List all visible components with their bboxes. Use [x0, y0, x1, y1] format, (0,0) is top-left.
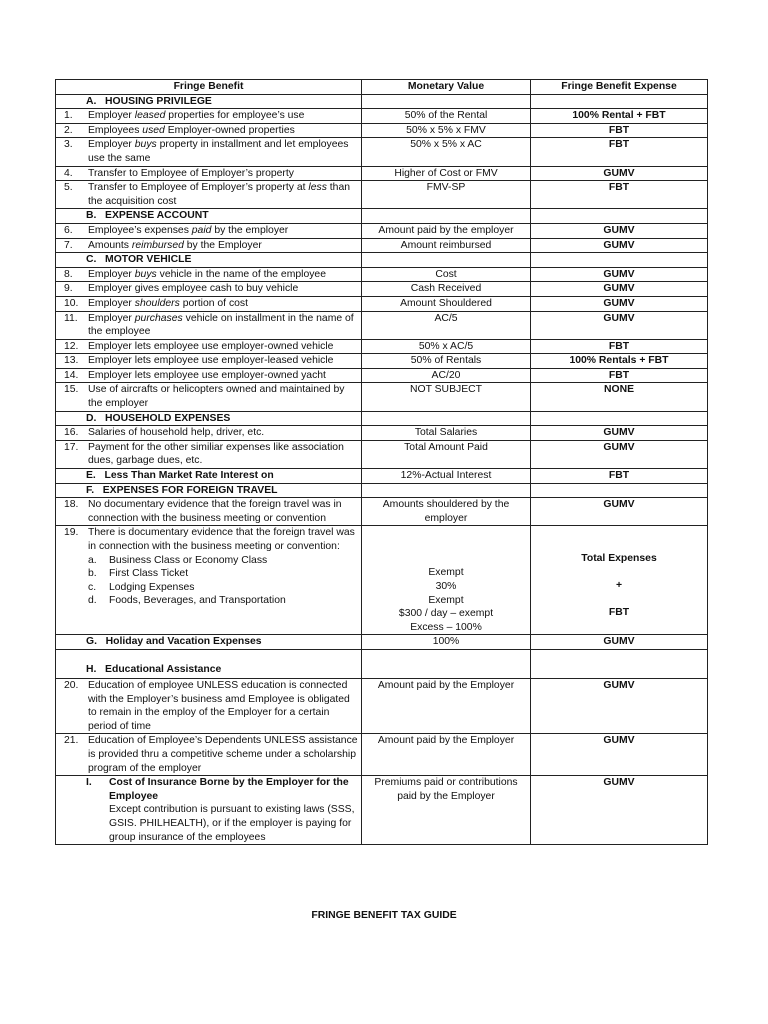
item-description: Employer lets employee use employer-owned vehicle	[88, 340, 334, 352]
monetary-value-cell: Amount reimbursed	[362, 238, 531, 253]
travel-expense: +	[615, 580, 623, 591]
item-description: Transfer to Employee of Employer’s property	[88, 167, 294, 179]
table-row	[56, 209, 708, 224]
item-text	[58, 441, 359, 468]
item-text	[58, 297, 359, 311]
expense-cell: 100% Rental + FBT	[531, 109, 708, 124]
expense-cell	[531, 649, 708, 678]
monetary-value-cell: 12%-Actual Interest	[362, 469, 531, 484]
benefit-cell	[56, 411, 362, 426]
monetary-value-cell: 100%	[362, 635, 531, 650]
item-description: Payment for the other similiar expenses like association dues, garbage dues, etc.	[88, 441, 344, 467]
monetary-value-cell: Amount paid by the Employer	[362, 734, 531, 776]
monetary-value-cell	[362, 209, 531, 224]
table-row	[56, 469, 708, 484]
item-number: 8.	[64, 268, 73, 280]
expense-cell: FBT	[531, 469, 708, 484]
monetary-value-cell	[362, 253, 531, 268]
expense-cell	[531, 253, 708, 268]
sub-item-letter: b.	[88, 568, 97, 580]
expense-cell	[531, 411, 708, 426]
expense-cell: GUMV	[531, 238, 708, 253]
insurance-title: Cost of Insurance Borne by the Employer for the Employee	[109, 777, 349, 802]
expense-cell	[531, 209, 708, 224]
table-body	[56, 94, 708, 845]
section-heading: E. Less Than Market Rate Interest on	[86, 470, 274, 482]
item-text	[58, 340, 359, 354]
item-text	[58, 167, 359, 181]
item-text	[58, 426, 359, 440]
expense-cell: GUMV	[531, 635, 708, 650]
item-text	[58, 239, 359, 253]
benefit-cell	[56, 469, 362, 484]
monetary-value-cell	[362, 483, 531, 498]
section-heading: D. HOUSEHOLD EXPENSES	[86, 412, 231, 424]
monetary-value-cell: 50% x AC/5	[362, 339, 531, 354]
item-number: 9.	[64, 283, 73, 295]
item-description: Transfer to Employee of Employer’s property at less than the acquisition cost	[88, 182, 351, 207]
sub-item	[58, 594, 359, 608]
benefit-cell	[56, 526, 362, 635]
item-description: Employees used Employer-owned properties	[88, 124, 295, 136]
benefit-cell	[56, 426, 362, 441]
table-row	[56, 649, 708, 678]
table-row	[56, 383, 708, 411]
benefit-cell	[56, 498, 362, 526]
benefit-cell	[56, 649, 362, 678]
monetary-value-cell: Amounts shouldered by the employer	[362, 498, 531, 526]
item-description: Employer buys property in installment and let employees use the same	[88, 139, 349, 164]
table-row	[56, 253, 708, 268]
insurance-number: I.	[86, 777, 92, 789]
item-number: 7.	[64, 239, 73, 251]
item-number: 15.	[64, 384, 79, 396]
expense-cell	[531, 94, 708, 109]
table-row	[56, 296, 708, 311]
expense-cell: FBT	[531, 123, 708, 138]
sub-item	[58, 581, 359, 595]
monetary-value-cell: NOT SUBJECT	[362, 383, 531, 411]
monetary-value-cell: Total Amount Paid	[362, 440, 531, 468]
table-row	[56, 354, 708, 369]
item-text	[58, 124, 359, 138]
item-text	[58, 498, 359, 525]
monetary-value-cell: Amount paid by the employer	[362, 223, 531, 238]
sub-item	[58, 554, 359, 568]
table-row	[56, 282, 708, 297]
header-fringe-benefit: Fringe Benefit	[56, 80, 362, 95]
item-number: 21.	[64, 735, 79, 747]
item-text	[58, 734, 359, 775]
expense-cell: GUMV	[531, 776, 708, 845]
expense-cell: FBT	[531, 138, 708, 166]
item-number: 17.	[64, 441, 79, 453]
monetary-value-cell: 50% of Rentals	[362, 354, 531, 369]
benefit-cell	[56, 181, 362, 209]
table-row	[56, 776, 708, 845]
table-row	[56, 267, 708, 282]
monetary-value-cell: 50% x 5% x FMV	[362, 123, 531, 138]
item-description: Employer purchases vehicle on installment in the name of the employee	[88, 312, 354, 338]
item-description: Employee’s expenses paid by the employer	[88, 224, 289, 236]
item-number: 13.	[64, 355, 79, 367]
sub-item-letter: c.	[88, 581, 97, 593]
table-row	[56, 483, 708, 498]
benefit-cell	[56, 94, 362, 109]
benefit-cell	[56, 166, 362, 181]
table-row	[56, 94, 708, 109]
table-row	[56, 678, 708, 733]
item-description: Employer leased properties for employee’s use	[88, 110, 305, 122]
item-description: Employer buys vehicle in the name of the employee	[88, 268, 326, 280]
item-number: 11.	[64, 312, 78, 324]
benefit-cell	[56, 383, 362, 411]
section-heading: B. EXPENSE ACCOUNT	[86, 210, 209, 222]
table-row	[56, 498, 708, 526]
benefit-cell	[56, 339, 362, 354]
expense-spacer	[533, 526, 705, 552]
monetary-value-cell: FMV-SP	[362, 181, 531, 209]
expense-cell: GUMV	[531, 166, 708, 181]
benefit-cell	[56, 138, 362, 166]
item-number: 3.	[64, 139, 73, 151]
table-row	[56, 635, 708, 650]
benefit-cell	[56, 311, 362, 339]
benefit-cell	[56, 678, 362, 733]
item-number: 1.	[64, 110, 73, 122]
table-row	[56, 138, 708, 166]
monetary-value-cell: Premiums paid or contributions paid by the Employer	[362, 776, 531, 845]
benefit-cell	[56, 282, 362, 297]
benefit-cell	[56, 734, 362, 776]
item-description: No documentary evidence that the foreign travel was in connection with the business meeting or convention	[88, 499, 342, 524]
monetary-value-cell: Cost	[362, 267, 531, 282]
section-heading: F. EXPENSES FOR FOREIGN TRAVEL	[86, 484, 278, 496]
table-row	[56, 123, 708, 138]
section-heading: H. Educational Assistance	[86, 663, 222, 675]
expense-cell: FBT	[531, 181, 708, 209]
item-description: Education of Employee’s Dependents UNLESS assistance is provided thru a competitive scheme under a scholarship program of the employer	[88, 735, 358, 774]
expense-cell: GUMV	[531, 223, 708, 238]
table-row	[56, 440, 708, 468]
travel-value: $300 / day – exempt	[398, 608, 494, 620]
expense-cell: GUMV	[531, 440, 708, 468]
monetary-value-cell: Amount Shouldered	[362, 296, 531, 311]
item-description: Employer lets employee use employer-leased vehicle	[88, 355, 334, 367]
sub-item	[58, 567, 359, 581]
expense-cell: GUMV	[531, 734, 708, 776]
item-description: Salaries of household help, driver, etc.	[88, 427, 265, 439]
insurance-body: Except contribution is pursuant to existing laws (SSS, GSIS. PHILHEALTH), or if the employer is paying for group insurance of the employees	[109, 804, 355, 843]
benefit-cell	[56, 209, 362, 224]
expense-cell	[531, 483, 708, 498]
item-description: Education of employee UNLESS education is connected with the Employer’s business amd Employee is obligated to remain in the employ of the Employer for a certain period of time	[88, 679, 350, 732]
item-text	[58, 312, 359, 339]
table-row	[56, 426, 708, 441]
item-text	[58, 526, 359, 553]
monetary-value-cell: Cash Received	[362, 282, 531, 297]
table-row	[56, 734, 708, 776]
item-number: 14.	[64, 369, 79, 381]
sub-item-text: First Class Ticket	[109, 568, 189, 580]
table-row	[56, 238, 708, 253]
item-text	[58, 383, 359, 410]
table-row	[56, 311, 708, 339]
sub-item-text: Business Class or Economy Class	[109, 554, 268, 566]
benefit-cell	[56, 267, 362, 282]
item-number: 2.	[64, 124, 73, 136]
benefit-cell	[56, 223, 362, 238]
table-row	[56, 181, 708, 209]
expense-cell: GUMV	[531, 267, 708, 282]
document-footer-title: FRINGE BENEFIT TAX GUIDE	[311, 910, 457, 921]
monetary-value-cell	[362, 411, 531, 426]
expense-cell: 100% Rentals + FBT	[531, 354, 708, 369]
item-text	[58, 282, 359, 296]
expense-cell: GUMV	[531, 498, 708, 526]
monetary-value-cell: 50% x 5% x AC	[362, 138, 531, 166]
item-description: There is documentary evidence that the foreign travel was in connection with the business meeting or convention:	[88, 527, 355, 552]
item-text	[58, 679, 359, 733]
monetary-value-cell	[362, 94, 531, 109]
sub-item-letter: d.	[88, 595, 97, 607]
table-row	[56, 368, 708, 383]
header-fringe-benefit-expense: Fringe Benefit Expense	[531, 80, 708, 95]
item-text	[58, 181, 359, 208]
expense-cell	[531, 526, 708, 635]
benefit-cell	[56, 776, 362, 845]
item-description: Use of aircrafts or helicopters owned and maintained by the employer	[88, 384, 345, 410]
monetary-value-cell	[362, 526, 531, 635]
monetary-value-cell	[362, 649, 531, 678]
item-number: 10.	[64, 297, 79, 309]
item-description: Employer shoulders portion of cost	[88, 297, 248, 309]
item-description: Employer gives employee cash to buy vehicle	[88, 283, 299, 295]
benefit-cell	[56, 368, 362, 383]
table-row	[56, 223, 708, 238]
item-description: Employer lets employee use employer-owned yacht	[88, 369, 326, 381]
table-row	[56, 109, 708, 124]
monetary-value-cell: Amount paid by the Employer	[362, 678, 531, 733]
section-heading: C. MOTOR VEHICLE	[86, 254, 192, 266]
travel-expense: Total Expenses	[581, 553, 657, 565]
monetary-value-cell: AC/5	[362, 311, 531, 339]
expense-cell: GUMV	[531, 678, 708, 733]
section-heading: A. HOUSING PRIVILEGE	[86, 95, 212, 107]
expense-cell: GUMV	[531, 426, 708, 441]
table-row	[56, 411, 708, 426]
item-number: 20.	[64, 679, 79, 691]
travel-value: 30%	[435, 581, 457, 592]
expense-cell: GUMV	[531, 311, 708, 339]
sub-item-text: Foods, Beverages, and Transportation	[109, 595, 286, 607]
expense-cell: GUMV	[531, 296, 708, 311]
item-text	[58, 138, 359, 165]
travel-value: Exempt	[428, 594, 464, 606]
section-heading: G. Holiday and Vacation Expenses	[86, 636, 262, 648]
fringe-benefit-table	[55, 79, 708, 845]
benefit-cell	[56, 635, 362, 650]
benefit-cell	[56, 109, 362, 124]
item-description: Amounts reimbursed by the Employer	[88, 239, 262, 251]
item-text	[58, 354, 359, 368]
benefit-cell	[56, 483, 362, 498]
item-text	[58, 268, 359, 282]
insurance-text	[58, 776, 359, 803]
table-row	[56, 166, 708, 181]
item-number: 12.	[64, 340, 79, 352]
benefit-cell	[56, 296, 362, 311]
expense-cell: FBT	[531, 368, 708, 383]
monetary-value-cell: Total Salaries	[362, 426, 531, 441]
benefit-cell	[56, 253, 362, 268]
item-number: 4.	[64, 167, 73, 179]
travel-value: Exempt	[428, 567, 464, 579]
monetary-value-cell: 50% of the Rental	[362, 109, 531, 124]
expense-cell: GUMV	[531, 282, 708, 297]
item-number: 18.	[64, 499, 79, 511]
monetary-value-cell: AC/20	[362, 368, 531, 383]
travel-value: Excess – 100%	[410, 621, 482, 633]
monetary-value-cell: Higher of Cost or FMV	[362, 166, 531, 181]
table-row	[56, 339, 708, 354]
benefit-cell	[56, 238, 362, 253]
header-monetary-value: Monetary Value	[362, 80, 531, 95]
item-number: 6.	[64, 224, 73, 236]
item-number: 19.	[64, 527, 79, 539]
benefit-cell	[56, 354, 362, 369]
table-header-row	[56, 80, 708, 95]
sub-item-letter: a.	[88, 554, 97, 566]
expense-cell: NONE	[531, 383, 708, 411]
value-spacer	[364, 526, 528, 566]
expense-cell: FBT	[531, 339, 708, 354]
item-text	[58, 109, 359, 123]
sub-item-text: Lodging Expenses	[109, 581, 195, 593]
benefit-cell	[56, 440, 362, 468]
benefit-cell	[56, 123, 362, 138]
item-number: 5.	[64, 182, 73, 194]
item-number: 16.	[64, 427, 79, 439]
travel-expense: FBT	[608, 606, 630, 618]
table-row	[56, 526, 708, 635]
item-text	[58, 369, 359, 383]
item-text	[58, 224, 359, 238]
